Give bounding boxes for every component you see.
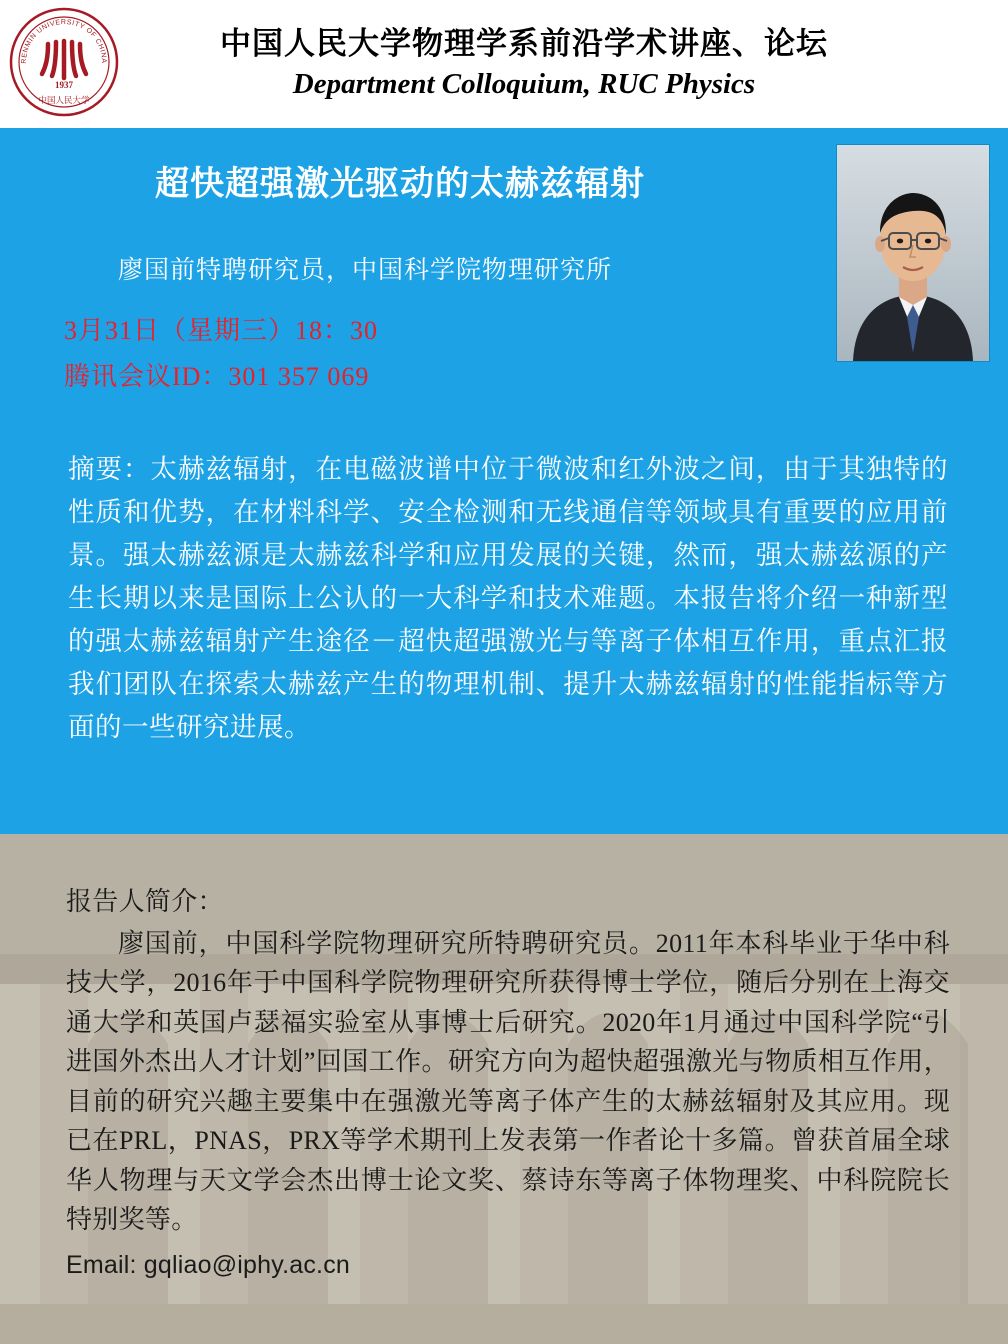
bio-text (0, 834, 1008, 1284)
talk-meeting-id: 腾讯会议ID：301 357 069 (64, 362, 370, 391)
header-title-cn: 中国人民大学物理学系前沿学术讲座、论坛 (220, 26, 828, 62)
bio-email: Email: gqliao@iphy.ac.cn (66, 1250, 351, 1279)
ruc-logo-icon (8, 6, 120, 118)
bio-heading: 报告人简介： (66, 887, 224, 916)
talk-time: 3月31日（星期三）18：30 (64, 316, 379, 345)
header-title-en: Department Colloquium, RUC Physics (292, 67, 756, 100)
svg-text:1937: 1937 (55, 80, 73, 90)
talk-abstract: 摘要：太赫兹辐射，在电磁波谱中位于微波和红外波之间，由于其独特的性质和优势，在材料科学、安全检测和无线通信等领域具有重要的应用前景。强太赫兹源是太赫兹科学和应用发展的关键，然而，强太赫兹源的产生长期以来是国际上公认的一大科学和技术难题。本报告将介绍一种新型的强太赫兹辐射产生途径－超快超强激光与等离子体相互作用，重点汇报我们团队在探索太赫兹产生的物理机制、提升太赫兹辐射的性能指标等方面的一些研究进展。 (68, 454, 948, 742)
svg-text:中国人民大学: 中国人民大学 (38, 95, 90, 105)
speaker-portrait (836, 144, 990, 362)
talk-banner (0, 128, 1008, 834)
poster-header (0, 0, 1008, 128)
bio-body: 廖国前，中国科学院物理研究所特聘研究员。2011年本科毕业于华中科技大学，2016年于中国科学院物理研究所获得博士学位，随后分别在上海交通大学和英国卢瑟福实验室从事博士后研究。2020年1月通过中国科学院“引进国外杰出人才计划”回国工作。研究方向为超快超强激光与物质相互作用，目前的研究兴趣主要集中在强激光等离子体产生的太赫兹辐射及其应用。现已在PRL，PNAS，PRX等学术期刊上发表第一作者论十多篇。曾获首届全球华人物理与天文学会杰出博士论文奖、蔡诗东等离子体物理奖、中科院院长特别奖等。 (66, 928, 950, 1235)
talk-speaker: 廖国前特聘研究员，中国科学院物理研究所 (118, 257, 613, 284)
header-titles (220, 24, 828, 103)
bio-section (0, 834, 1008, 1344)
talk-title: 超快超强激光驱动的太赫兹辐射 (155, 166, 645, 203)
svg-text:RENMIN UNIVERSITY OF CHINA: RENMIN UNIVERSITY OF CHINA (20, 18, 108, 64)
